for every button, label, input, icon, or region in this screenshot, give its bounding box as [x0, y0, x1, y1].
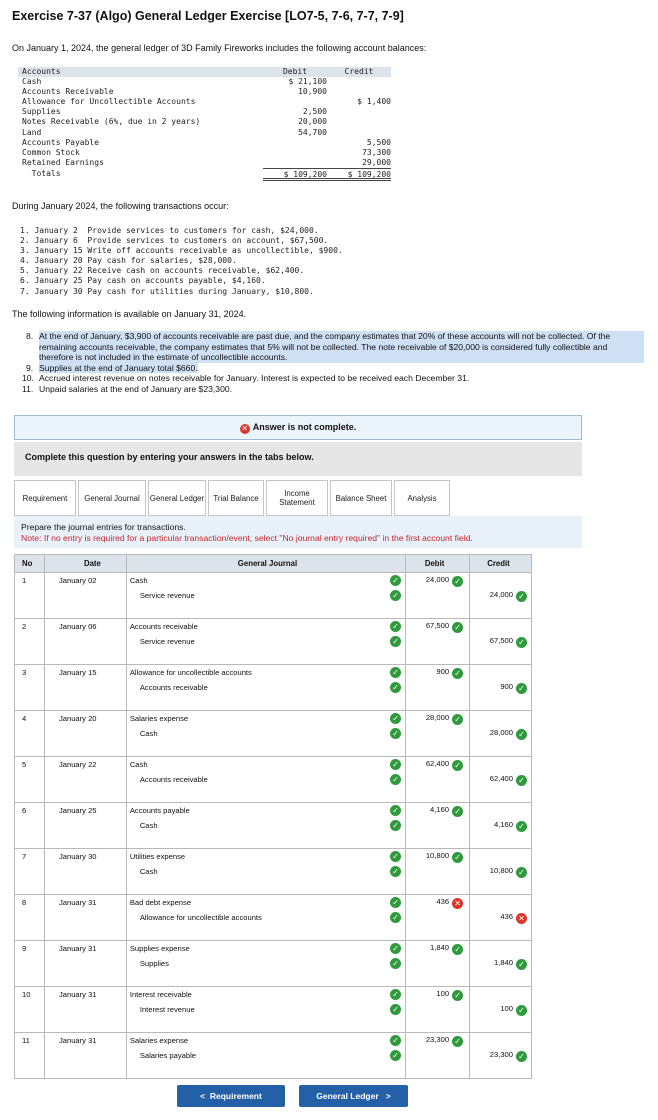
general-journal-table — [14, 554, 532, 1079]
check-icon: ✓ — [516, 683, 527, 694]
entry-number: 5 — [15, 757, 45, 773]
entry-date[interactable]: January 31 — [44, 895, 126, 911]
transaction-list — [20, 226, 343, 297]
debit-amount-field[interactable]: 1,840 ✓ — [406, 941, 470, 957]
account-row: Accounts Receivable 10,900 — [22, 87, 327, 97]
check-icon: ✓ — [452, 668, 463, 679]
account-row: Land 54,700 — [22, 127, 327, 137]
journal-credit-row — [15, 910, 532, 926]
entry-number: 4 — [15, 711, 45, 727]
journal-credit-row — [15, 680, 532, 696]
check-icon: ✓ — [390, 636, 401, 647]
check-icon: ✓ — [516, 959, 527, 970]
check-icon: ✓ — [516, 1051, 527, 1062]
note-text: Note: If no entry is required for a particular transaction/event, select "No journal entry required" in the first account field. — [21, 532, 473, 543]
journal-blank-row — [15, 696, 532, 711]
journal-blank-row — [15, 788, 532, 803]
check-icon: ✓ — [516, 867, 527, 878]
entry-number: 1 — [15, 573, 45, 589]
credit-amount-field[interactable] — [470, 757, 532, 773]
error-x-icon: ✕ — [516, 913, 527, 924]
journal-debit-row — [15, 711, 532, 727]
info-item: 8. At the end of January, $3,900 of accounts receivable are past due, and the company estimates that 20% of these accounts will not be collected. Of the remaining accounts receivable, the company estimates that 5% will not be collected. The note receivable of $20,000 is considered fully collectible and therefore is not included in the estimate of uncollectible accounts. — [26, 331, 644, 363]
check-icon: ✓ — [390, 667, 401, 678]
entry-date[interactable]: January 15 — [44, 665, 126, 681]
check-icon: ✓ — [390, 820, 401, 831]
next-general-ledger-button[interactable]: General Ledger > — [299, 1085, 408, 1107]
credit-amount-field[interactable] — [470, 803, 532, 819]
debit-amount-field[interactable]: 900 ✓ — [406, 665, 470, 681]
check-icon: ✓ — [452, 760, 463, 771]
credit-account-field[interactable]: Salaries payable ✓ — [126, 1048, 405, 1064]
entry-date[interactable]: January 30 — [44, 849, 126, 865]
entry-number: 11 — [15, 1033, 45, 1049]
check-icon: ✓ — [390, 989, 401, 1000]
credit-account-field[interactable]: Cash ✓ — [126, 818, 405, 834]
tab-panel-instructions: Prepare the journal entries for transactions. Note: If no entry is required for a particular transaction/event, select "No journal entry required" in the first account field. — [14, 516, 582, 548]
journal-credit-row — [15, 818, 532, 834]
transaction-item: 5. January 22 Receive cash on accounts receivable, $62,400. — [20, 266, 305, 276]
entry-number: 7 — [15, 849, 45, 865]
debit-amount-field[interactable] — [406, 1002, 470, 1018]
tab-income-statement[interactable]: Income Statement — [266, 480, 328, 516]
credit-amount-field[interactable] — [470, 895, 532, 911]
check-icon: ✓ — [452, 1036, 463, 1047]
journal-debit-row — [15, 987, 532, 1003]
debit-account-field[interactable]: Salaries expense ✓ — [126, 711, 405, 727]
tab-balance-sheet[interactable]: Balance Sheet — [330, 480, 392, 516]
check-icon: ✓ — [390, 713, 401, 724]
credit-amount-field[interactable]: 28,000 ✓ — [470, 726, 532, 742]
journal-blank-row — [15, 834, 532, 849]
journal-credit-row — [15, 634, 532, 650]
entry-number: 3 — [15, 665, 45, 681]
journal-blank-row — [15, 880, 532, 895]
tab-bar — [14, 480, 452, 516]
credit-amount-field[interactable]: 67,500 ✓ — [470, 634, 532, 650]
credit-amount-field[interactable]: 23,300 ✓ — [470, 1048, 532, 1064]
credit-amount-field[interactable]: 4,160 ✓ — [470, 818, 532, 834]
tab-general-ledger[interactable]: General Ledger — [148, 480, 206, 516]
check-icon: ✓ — [452, 806, 463, 817]
journal-debit-row — [15, 803, 532, 819]
info-item: 10. Accrued interest revenue on notes receivable for January. Interest is expected to be received each December 31. — [22, 373, 470, 383]
debit-account-field[interactable]: Allowance for uncollectible accounts ✓ — [126, 665, 405, 681]
check-icon: ✓ — [452, 852, 463, 863]
credit-amount-field[interactable] — [470, 573, 532, 589]
credit-account-field[interactable]: Supplies ✓ — [126, 956, 405, 972]
check-icon: ✓ — [390, 759, 401, 770]
tab-general-journal[interactable]: General Journal — [78, 480, 146, 516]
debit-amount-field[interactable] — [406, 634, 470, 650]
col-debit: Debit — [406, 555, 470, 573]
entry-date[interactable]: January 06 — [44, 619, 126, 635]
debit-amount-field[interactable] — [406, 910, 470, 926]
check-icon: ✓ — [390, 682, 401, 693]
debit-amount-field[interactable]: 4,160 ✓ — [406, 803, 470, 819]
entry-number: 9 — [15, 941, 45, 957]
credit-account-field[interactable]: Allowance for uncollectible accounts ✓ — [126, 910, 405, 926]
check-icon: ✓ — [516, 729, 527, 740]
check-icon: ✓ — [390, 774, 401, 785]
journal-blank-row — [15, 1018, 532, 1033]
error-x-icon: ✕ — [241, 424, 249, 433]
status-banner: ✕ Answer is not complete. — [14, 415, 582, 440]
check-icon: ✓ — [390, 866, 401, 877]
debit-amount-field[interactable]: 62,400 ✓ — [406, 757, 470, 773]
check-icon: ✓ — [516, 591, 527, 602]
credit-amount-field[interactable]: 1,840 ✓ — [470, 956, 532, 972]
debit-account-field[interactable]: Cash ✓ — [126, 573, 405, 589]
check-icon: ✓ — [390, 1004, 401, 1015]
check-icon: ✓ — [452, 990, 463, 1001]
check-icon: ✓ — [390, 958, 401, 969]
credit-account-field[interactable]: Accounts receivable ✓ — [126, 680, 405, 696]
journal-debit-row — [15, 757, 532, 773]
transaction-item: 3. January 15 Write off accounts receivable as uncollectible, $900. — [20, 246, 343, 256]
journal-credit-row — [15, 772, 532, 788]
credit-amount-field[interactable]: 900 ✓ — [470, 680, 532, 696]
check-icon: ✓ — [452, 622, 463, 633]
credit-amount-field[interactable]: 100 ✓ — [470, 1002, 532, 1018]
journal-debit-row — [15, 895, 532, 911]
journal-debit-row — [15, 619, 532, 635]
debit-account-field[interactable]: Accounts receivable ✓ — [126, 619, 405, 635]
entry-number: 6 — [15, 803, 45, 819]
debit-account-field[interactable]: Accounts payable ✓ — [126, 803, 405, 819]
journal-credit-row — [15, 864, 532, 880]
account-row: Allowance for Uncollectible Accounts $ 1,400 — [22, 97, 391, 107]
credit-amount-field[interactable] — [470, 619, 532, 635]
debit-account-field[interactable]: Supplies expense ✓ — [126, 941, 405, 957]
debit-amount-field[interactable] — [406, 818, 470, 834]
info-item: 11. Unpaid salaries at the end of January are $23,300. — [22, 383, 233, 394]
transaction-item: 4. January 20 Pay cash for salaries, $28,000. — [20, 256, 237, 266]
info-item: 9. Supplies at the end of January total $660. — [26, 362, 198, 373]
journal-blank-row — [15, 972, 532, 987]
instructions: Complete this question by entering your answers in the tabs below. — [14, 442, 582, 476]
credit-amount-field[interactable]: 62,400 ✓ — [470, 772, 532, 788]
check-icon: ✓ — [390, 805, 401, 816]
check-icon: ✓ — [390, 912, 401, 923]
credit-amount-field[interactable] — [470, 665, 532, 681]
check-icon: ✓ — [516, 637, 527, 648]
prev-requirement-button[interactable]: < Requirement — [177, 1085, 285, 1107]
journal-credit-row — [15, 1048, 532, 1064]
debit-account-field[interactable]: Interest receivable ✓ — [126, 987, 405, 1003]
debit-account-field[interactable]: Cash ✓ — [126, 757, 405, 773]
check-icon: ✓ — [390, 575, 401, 586]
debit-amount-field[interactable] — [406, 588, 470, 604]
col-no: No — [15, 555, 45, 573]
debit-account-field[interactable]: Utilities expense ✓ — [126, 849, 405, 865]
credit-amount-field[interactable]: 436 ✕ — [470, 910, 532, 926]
account-table-header: Accounts Debit Credit — [18, 67, 391, 77]
tab-requirement[interactable]: Requirement — [14, 480, 76, 516]
journal-debit-row — [15, 665, 532, 681]
transactions-intro: During January 2024, the following transactions occur: — [12, 201, 229, 211]
entry-date[interactable]: January 22 — [44, 757, 126, 773]
debit-amount-field[interactable]: 28,000 ✓ — [406, 711, 470, 727]
entry-date[interactable]: January 25 — [44, 803, 126, 819]
account-row: Cash $ 21,100 — [22, 77, 327, 87]
additional-info-list — [22, 331, 644, 394]
credit-account-field[interactable]: Service revenue ✓ — [126, 588, 405, 604]
account-row: Notes Receivable (6%, due in 2 years) 20,000 — [22, 117, 327, 127]
journal-debit-row — [15, 941, 532, 957]
chevron-right-icon: > — [385, 1091, 391, 1101]
debit-amount-field[interactable] — [406, 680, 470, 696]
debit-account-field[interactable]: Bad debt expense ✓ — [126, 895, 405, 911]
journal-debit-row — [15, 849, 532, 865]
debit-amount-field[interactable] — [406, 1048, 470, 1064]
error-x-icon: ✕ — [452, 898, 463, 909]
debit-amount-field[interactable]: 67,500 ✓ — [406, 619, 470, 635]
journal-blank-row — [15, 742, 532, 757]
account-totals-row: Totals $ 109,200 $ 109,200 — [22, 168, 391, 179]
account-row: Accounts Payable 5,500 — [22, 137, 391, 147]
debit-amount-field[interactable]: 24,000 ✓ — [406, 573, 470, 589]
col-account: General Journal — [126, 555, 405, 573]
journal-credit-row — [15, 1002, 532, 1018]
entry-number: 8 — [15, 895, 45, 911]
credit-amount-field[interactable] — [470, 849, 532, 865]
journal-credit-row — [15, 956, 532, 972]
check-icon: ✓ — [516, 821, 527, 832]
check-icon: ✓ — [390, 943, 401, 954]
credit-account-field[interactable]: Accounts receivable ✓ — [126, 772, 405, 788]
check-icon: ✓ — [390, 897, 401, 908]
debit-amount-field[interactable] — [406, 956, 470, 972]
check-icon: ✓ — [390, 590, 401, 601]
journal-credit-row — [15, 726, 532, 742]
check-icon: ✓ — [452, 714, 463, 725]
entry-date[interactable]: January 31 — [44, 941, 126, 957]
transaction-item: 6. January 25 Pay cash on accounts payable, $4,160. — [20, 276, 266, 286]
tab-analysis[interactable]: Analysis — [394, 480, 450, 516]
credit-amount-field[interactable] — [470, 987, 532, 1003]
page-title: Exercise 7-37 (Algo) General Ledger Exercise [LO7-5, 7-6, 7-7, 7-9] — [12, 9, 404, 23]
entry-number: 10 — [15, 987, 45, 1003]
check-icon: ✓ — [390, 621, 401, 632]
credit-amount-field[interactable] — [470, 711, 532, 727]
transaction-item: 7. January 30 Pay cash for utilities during January, $10,800. — [20, 286, 314, 296]
credit-account-field[interactable]: Cash ✓ — [126, 864, 405, 880]
account-row: Common Stock 73,300 — [22, 147, 391, 157]
check-icon: ✓ — [452, 576, 463, 587]
journal-debit-row — [15, 1033, 532, 1049]
debit-amount-field[interactable]: 23,300 ✓ — [406, 1033, 470, 1049]
credit-amount-field[interactable] — [470, 1033, 532, 1049]
journal-debit-row — [15, 573, 532, 589]
check-icon: ✓ — [390, 1050, 401, 1061]
journal-credit-row — [15, 588, 532, 604]
tab-trial-balance[interactable]: Trial Balance — [208, 480, 264, 516]
credit-amount-field[interactable]: 10,800 ✓ — [470, 864, 532, 880]
debit-amount-field[interactable] — [406, 772, 470, 788]
transaction-item: 2. January 6 Provide services to customers on account, $67,500. — [20, 236, 329, 246]
debit-amount-field[interactable] — [406, 864, 470, 880]
account-row: Supplies 2,500 — [22, 107, 327, 117]
debit-amount-field[interactable]: 10,800 ✓ — [406, 849, 470, 865]
account-balances-table — [18, 67, 391, 181]
entry-date[interactable]: January 31 — [44, 1033, 126, 1049]
check-icon: ✓ — [516, 775, 527, 786]
credit-account-field[interactable]: Interest revenue ✓ — [126, 1002, 405, 1018]
check-icon: ✓ — [516, 1005, 527, 1016]
check-icon: ✓ — [390, 728, 401, 739]
journal-blank-row — [15, 604, 532, 619]
check-icon: ✓ — [452, 944, 463, 955]
credit-amount-field[interactable] — [470, 941, 532, 957]
entry-date[interactable]: January 31 — [44, 987, 126, 1003]
debit-amount-field[interactable]: 100 ✓ — [406, 987, 470, 1003]
entry-date[interactable]: January 02 — [44, 573, 126, 589]
entry-date[interactable]: January 20 — [44, 711, 126, 727]
credit-account-field[interactable]: Cash ✓ — [126, 726, 405, 742]
debit-amount-field[interactable]: 436 ✕ — [406, 895, 470, 911]
journal-blank-row — [15, 1064, 532, 1079]
intro-text: On January 1, 2024, the general ledger of 3D Family Fireworks includes the following account balances: — [12, 43, 427, 53]
col-credit: Credit — [470, 555, 532, 573]
credit-account-field[interactable]: Service revenue ✓ — [126, 634, 405, 650]
chevron-left-icon: < — [200, 1091, 206, 1101]
col-date: Date — [44, 555, 126, 573]
debit-account-field[interactable]: Salaries expense ✓ — [126, 1033, 405, 1049]
additional-info-intro: The following information is available on January 31, 2024. — [12, 309, 247, 319]
entry-number: 2 — [15, 619, 45, 635]
debit-amount-field[interactable] — [406, 726, 470, 742]
check-icon: ✓ — [390, 851, 401, 862]
journal-blank-row — [15, 926, 532, 941]
journal-blank-row — [15, 650, 532, 665]
check-icon: ✓ — [390, 1035, 401, 1046]
transaction-item: 1. January 2 Provide services to customers for cash, $24,000. — [20, 226, 319, 235]
account-row: Retained Earnings 29,000 — [22, 157, 391, 167]
credit-amount-field[interactable]: 24,000 ✓ — [470, 588, 532, 604]
